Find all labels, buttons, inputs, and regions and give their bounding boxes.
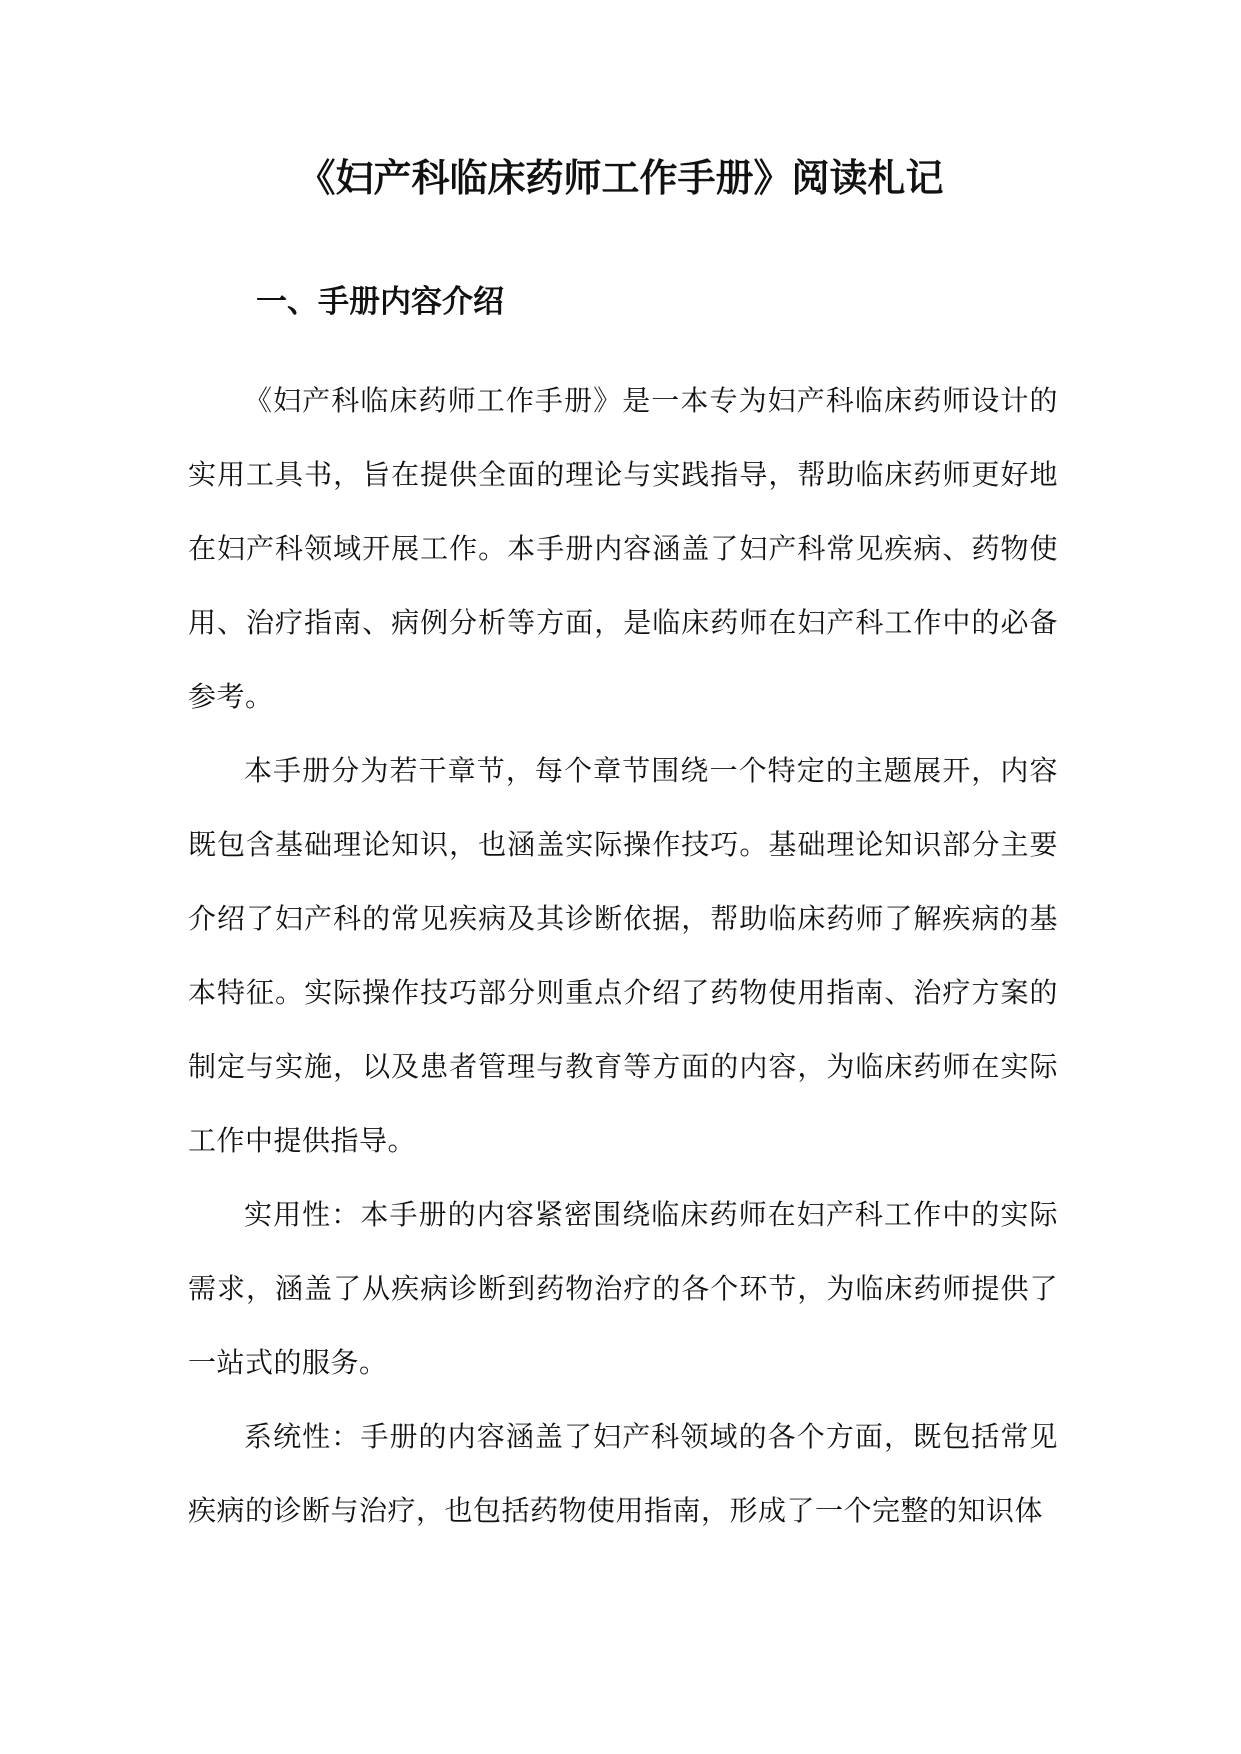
section-heading: 一、手册内容介绍: [256, 284, 504, 320]
paragraph-practicality: 实用性：本手册的内容紧密围绕临床药师在妇产科工作中的实际需求，涵盖了从疾病诊断到药物治疗的各个环节，为临床药师提供了一站式的服务。: [188, 1198, 1058, 1379]
paragraph-systematic: 系统性：手册的内容涵盖了妇产科领域的各个方面，既包括常见疾病的诊断与治疗，也包括药物使用指南，形成了一个完整的知识体: [188, 1420, 1058, 1527]
document-title: 《妇产科临床药师工作手册》阅读札记: [297, 155, 944, 200]
paragraph-structure: 本手册分为若干章节，每个章节围绕一个特定的主题展开，内容既包含基础理论知识，也涵盖实际操作技巧。基础理论知识部分主要介绍了妇产科的常见疾病及其诊断依据，帮助临床药师了解疾病的基本特征。实际操作技巧部分则重点介绍了药物使用指南、治疗方案的制定与实施，以及患者管理与教育等方面的内容，为临床药师在实际工作中提供指导。: [188, 754, 1058, 1157]
section-body: [188, 364, 1058, 1548]
paragraph-intro: 《妇产科临床药师工作手册》是一本专为妇产科临床药师设计的实用工具书，旨在提供全面的理论与实践指导，帮助临床药师更好地在妇产科领域开展工作。本手册内容涵盖了妇产科常见疾病、药物使用、治疗指南、病例分析等方面，是临床药师在妇产科工作中的必备参考。: [188, 384, 1058, 713]
